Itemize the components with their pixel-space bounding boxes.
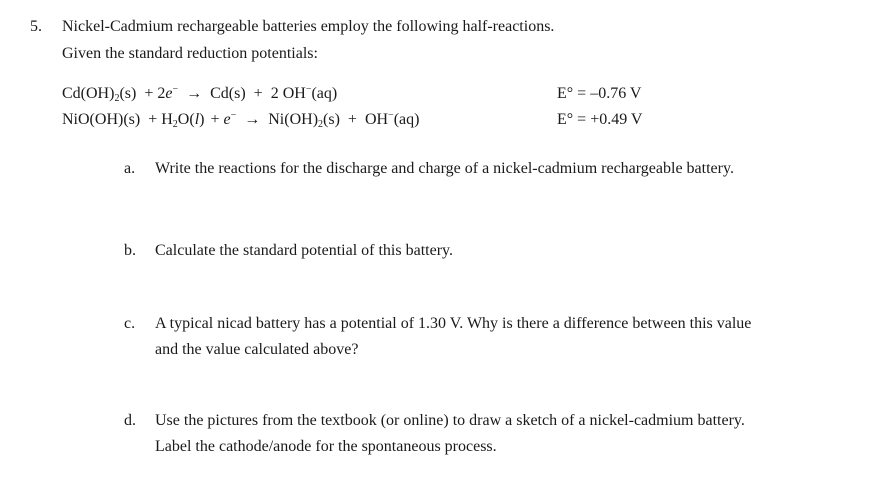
part-c-label: c. xyxy=(124,315,136,332)
subscript: 2 xyxy=(172,119,178,130)
product: Ni(OH) xyxy=(268,111,319,128)
question-intro-line-2: Given the standard reduction potentials: xyxy=(62,45,318,62)
charge: − xyxy=(230,110,237,121)
standard-potential-2: E° = +0.49 V xyxy=(557,111,643,128)
reactant: H xyxy=(161,111,173,128)
half-reaction-2 xyxy=(62,111,419,129)
part-c-text-line-1: A typical nicad battery has a potential of 1.30 V. Why is there a difference between this value xyxy=(155,315,752,332)
question-intro-line-1: Nickel-Cadmium rechargeable batteries employ the following half-reactions. xyxy=(62,18,555,35)
standard-potential-1: E° = –0.76 V xyxy=(557,85,642,102)
part-a-label: a. xyxy=(124,160,136,177)
plus: + xyxy=(347,111,357,128)
state: (s) xyxy=(119,85,137,102)
reaction-arrow: → xyxy=(244,111,261,128)
electron: e xyxy=(165,85,173,102)
subscript: 2 xyxy=(318,119,324,130)
plus: + xyxy=(210,111,220,128)
question-number: 5. xyxy=(30,18,42,35)
product: Cd(s) xyxy=(210,85,246,102)
part-d-text-line-2: Label the cathode/anode for the spontaneous process. xyxy=(155,438,497,455)
reactant: Cd(OH) xyxy=(62,85,115,102)
charge: − xyxy=(305,84,312,95)
part-c-text-line-2: and the value calculated above? xyxy=(155,341,359,358)
reaction-arrow: → xyxy=(186,85,203,102)
half-reaction-1 xyxy=(62,85,337,103)
charge: − xyxy=(172,84,179,95)
state-liquid: l xyxy=(194,111,200,128)
state: (s) xyxy=(323,111,340,128)
part-d-text-line-1: Use the pictures from the textbook (or online) to draw a sketch of a nickel-cadmium battery. xyxy=(155,412,745,429)
part-b-text: Calculate the standard potential of this battery. xyxy=(155,242,453,259)
state: (aq) xyxy=(393,111,420,128)
subscript: 2 xyxy=(114,93,120,104)
product: OH xyxy=(364,111,389,128)
plus: + xyxy=(148,111,158,128)
reactant-rest: O( xyxy=(177,111,195,128)
electron: e xyxy=(223,111,231,128)
charge: − xyxy=(388,110,394,121)
plus: + 2 xyxy=(144,85,166,102)
close-paren: ) xyxy=(199,111,205,128)
part-d-label: d. xyxy=(124,412,136,429)
part-a-text: Write the reactions for the discharge and charge of a nickel-cadmium rechargeable battery. xyxy=(155,160,734,177)
plus: + xyxy=(253,85,263,102)
reactant: NiO(OH)(s) xyxy=(62,111,141,128)
product: 2 OH xyxy=(270,85,306,102)
state: (aq) xyxy=(311,85,338,102)
part-b-label: b. xyxy=(124,242,136,259)
